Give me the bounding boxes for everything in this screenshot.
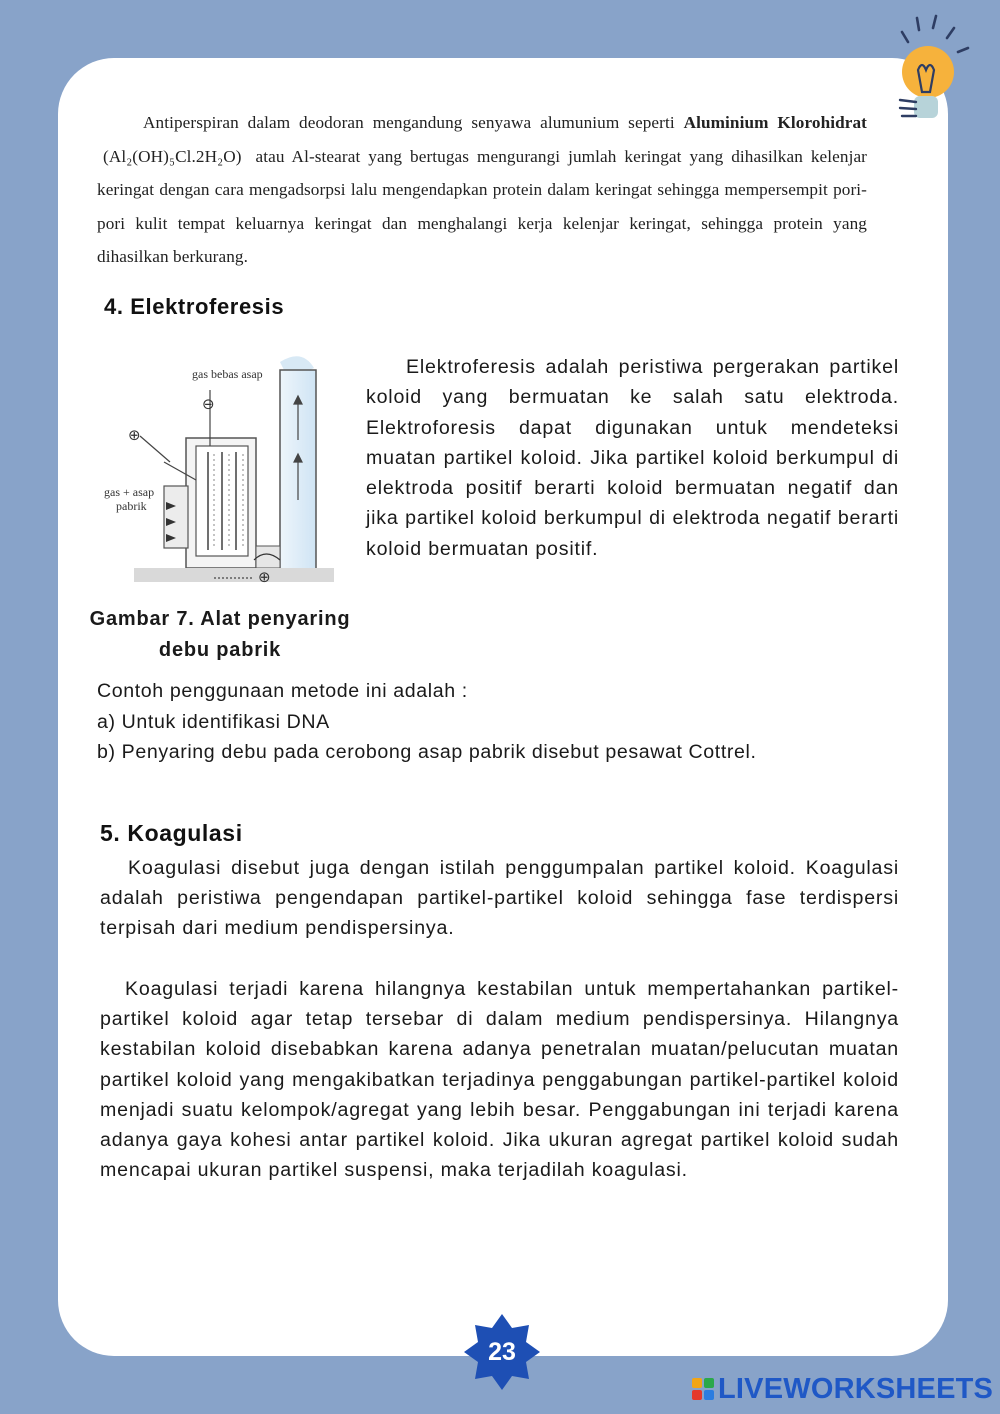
section-heading-koagulasi: 5. Koagulasi (100, 820, 243, 846)
list-item: a) Untuk identifikasi DNA (97, 710, 330, 733)
electrostatic-precipitator-figure (104, 350, 340, 590)
intro-formula: (Al₂(OH)₅Cl.2H₂O) (103, 146, 242, 166)
figure-plus-symbol-bottom: ⊕ (258, 568, 271, 586)
logo-square (692, 1378, 702, 1388)
liveworksheets-watermark (692, 1372, 993, 1406)
liveworksheets-logo-icon (692, 1378, 714, 1400)
figure-plus-symbol-left: ⊕ (128, 426, 141, 444)
figure-caption-line2: debu pabrik (158, 638, 282, 661)
koagulasi-paragraph-1-text: Koagulasi disebut juga dengan istilah penggumpalan partikel koloid. Koagulasi adalah peristiwa pengendapan partikel-partikel koloid sehingga fase terdispersi terpisah dari medium pendispersinya. (100, 857, 899, 940)
koagulasi-paragraph-2 (100, 974, 899, 1185)
examples-list (97, 676, 897, 768)
page-number: 23 (488, 1337, 516, 1366)
koagulasi-paragraph-2-text: Koagulasi terjadi karena hilangnya kestabilan untuk mempertahankan partikel-partikel koloid agar tetap tersebar di dalam medium pendispersinya. Hilangnya kestabilan koloid disebabkan karena adanya penetralan muatan/pelucutan muatan partikel koloid yang mengakibatkan terjadinya penggabungan partikel-partikel koloid menjadi suatu kelompok/agregat yang lebih besar. Penggabungan ini terjadi karena adanya gaya kohesi antar partikel koloid. Jika ukuran agregat partikel koloid sudah mencapai ukuran partikel suspensi, maka terjadilah koagulasi. (100, 978, 899, 1182)
koagulasi-paragraph-1 (100, 853, 899, 944)
lightbulb-icon (892, 12, 972, 128)
figure-caption-line1: Gambar 7. Alat penyaring (89, 608, 351, 630)
figure-caption (70, 604, 370, 665)
logo-square (704, 1378, 714, 1388)
logo-square (692, 1390, 702, 1400)
intro-bold-compound: Aluminium Klorohidrat (683, 113, 868, 132)
figure-label-left-2: pabrik (116, 499, 147, 513)
figure-label-top: gas bebas asap (192, 367, 263, 381)
liveworksheets-brand-text: LIVEWORKSHEETS (718, 1372, 994, 1405)
section-heading-elektroferesis: 4. Elektroferesis (104, 294, 285, 319)
elektroferesis-paragraph-text: Elektroferesis adalah peristiwa pergerakan partikel koloid yang bermuatan ke salah satu elektroda. Elektroforesis dapat digunakan untuk mendeteksi muatan partikel koloid. Jika partikel koloid berkumpul di elektroda positif berarti koloid bermuatan negatif dan jika partikel koloid berkumpul di elektroda negatif berarti koloid bermuatan positif. (366, 356, 899, 560)
elektroferesis-paragraph (366, 352, 899, 564)
figure-minus-symbol: ⊖ (202, 395, 215, 413)
intro-text-part2: atau Al-stearat yang bertugas mengurangi jumlah keringat yang dihasilkan kelenjar keringat dengan cara mengadsorpsi lalu mengendapkan protein dalam keringat sehingga mempersempit pori-pori kulit tempat keluarnya keringat dan menghalangi kerja kelenjar keringat, sehingga protein yang dihasilkan berkurang. (97, 146, 867, 266)
examples-intro: Contoh penggunaan metode ini adalah : (97, 680, 468, 702)
intro-text-part1: Antiperspiran dalam deodoran mengandung senyawa alumunium seperti (143, 113, 675, 132)
intro-paragraph (97, 106, 867, 274)
list-item: b) Penyaring debu pada cerobong asap pabrik disebut pesawat Cottrel. (97, 741, 757, 763)
logo-square (704, 1390, 714, 1400)
figure-label-left-1: gas + asap (104, 485, 155, 499)
